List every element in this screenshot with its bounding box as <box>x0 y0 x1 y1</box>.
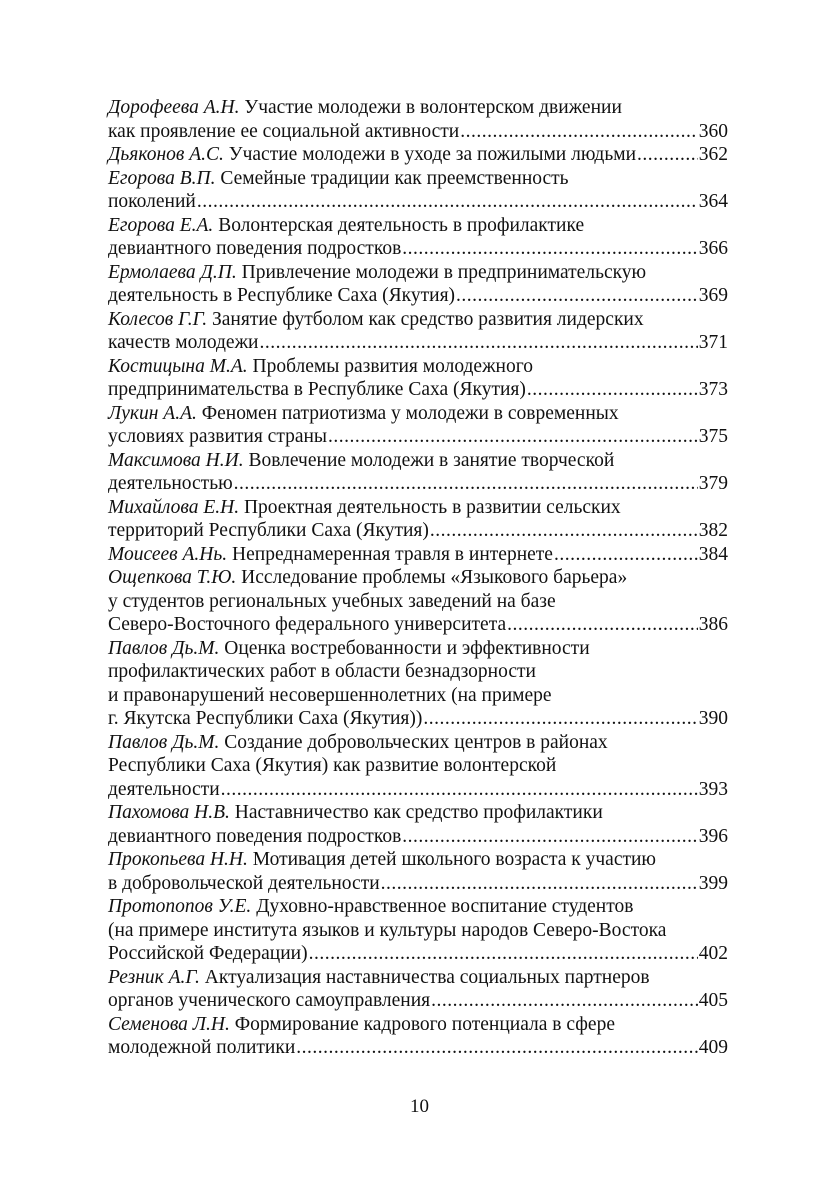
toc-entry-last-line <box>108 543 728 567</box>
toc-entry-text <box>108 237 401 261</box>
toc-entry-line <box>108 449 728 473</box>
toc-author: Дорофеева А.Н. <box>108 97 240 118</box>
toc-title-line: девиантного поведения подростков <box>108 825 402 847</box>
page-number: 10 <box>410 1096 429 1117</box>
toc-author: Колесов Г.Г. <box>108 308 208 330</box>
toc-entry-line <box>108 637 728 661</box>
toc-page-number: 390 <box>698 708 728 729</box>
toc-title-line: Создание добровольческих центров в районах <box>224 731 608 753</box>
toc-entry-text <box>108 472 233 496</box>
toc-entry-last-line <box>108 942 728 966</box>
toc-entry-text <box>108 567 627 588</box>
toc-entry-line <box>108 754 728 778</box>
dot-leader <box>328 425 698 449</box>
toc-entry-text <box>108 120 459 144</box>
toc-entry-text <box>108 403 619 424</box>
toc-page-number: 399 <box>698 872 728 894</box>
toc-title-line: Духовно-нравственное воспитание студентов <box>256 896 634 917</box>
toc-title-line: г. Якутска Республики Саха (Якутия)) <box>108 708 423 729</box>
toc-entry-last-line <box>108 143 728 167</box>
toc-entry-text <box>108 942 308 966</box>
toc-author: Резник А.Г. <box>108 966 200 988</box>
toc-title-line: Актуализация наставничества социальных партнеров <box>204 966 650 988</box>
toc-page-number: 373 <box>698 379 728 400</box>
toc-title-line: качеств молодежи <box>108 332 259 353</box>
dot-leader <box>430 519 698 543</box>
toc-entry <box>108 167 728 214</box>
toc-author: Егорова В.П. <box>108 167 216 189</box>
toc-title-line: молодежной политики <box>108 1037 296 1058</box>
toc-title-line: как проявление ее социальной активности <box>108 120 460 142</box>
toc-entry <box>108 355 728 402</box>
toc-author: Максимова Н.И. <box>108 449 244 471</box>
toc-author: Ощепкова Т.Ю. <box>108 567 237 588</box>
toc-title-line: территорий Республики Саха (Якутия) <box>108 520 429 541</box>
toc-author: Ермолаева Д.П. <box>108 261 237 283</box>
toc-page-number: 362 <box>698 144 728 165</box>
toc-entry-text <box>108 215 584 236</box>
toc-author: Костицына М.А. <box>108 355 248 377</box>
toc-page-number: 369 <box>698 285 728 306</box>
toc-page-number: 409 <box>698 1037 728 1058</box>
toc-entry-text <box>108 519 429 543</box>
toc-author: Егорова Е.А. <box>108 214 214 236</box>
toc-title-line: условиях развития страны <box>108 426 328 447</box>
toc-title-line: Занятие футболом как средство развития лидерских <box>212 308 644 330</box>
toc-entry-text <box>108 802 603 823</box>
toc-entry-last-line <box>108 825 728 849</box>
toc-entry-text <box>108 591 556 612</box>
toc-title-line: Непреднамеренная травля в интернете <box>232 543 553 565</box>
toc-entry-line <box>108 1013 728 1037</box>
toc-title-line: Семейные традиции как преемственность <box>220 167 569 189</box>
toc-entry-text <box>108 378 526 402</box>
toc-entry-text <box>108 896 633 917</box>
toc-entry-text <box>108 262 646 283</box>
toc-entry-line <box>108 919 728 943</box>
toc-title-line: Участие молодежи в волонтерском движении <box>244 97 622 118</box>
toc-entry-line <box>108 167 728 191</box>
dot-leader <box>309 942 698 966</box>
toc-entry <box>108 543 728 567</box>
toc-entry <box>108 848 728 895</box>
dot-leader <box>554 543 698 567</box>
toc-page-number: 405 <box>698 990 728 1011</box>
toc-entry-last-line <box>108 519 728 543</box>
toc-entry-text <box>108 872 380 896</box>
toc-title-line: (на примере института языков и культуры народов Северо-Востока <box>108 919 667 941</box>
toc-title-line: Российской Федерации) <box>108 943 308 964</box>
toc-title-line: Феномен патриотизма у молодежи в современных <box>201 402 619 424</box>
toc-title-line: в добровольческой деятельности <box>108 872 380 894</box>
toc-entry-text <box>108 190 196 214</box>
table-of-contents <box>108 96 728 1060</box>
toc-entry-text <box>108 497 621 518</box>
dot-leader <box>260 331 698 355</box>
toc-entry-text <box>108 331 259 355</box>
toc-entry-text <box>108 989 430 1013</box>
toc-entry-text <box>108 755 556 776</box>
toc-title-line: Формирование кадрового потенциала в сфере <box>234 1013 615 1035</box>
toc-title-line: профилактических работ в области безнадзорности <box>108 661 536 682</box>
toc-entry <box>108 449 728 496</box>
toc-title-line: Волонтерская деятельность в профилактике <box>218 214 585 236</box>
toc-entry-text <box>108 168 569 189</box>
toc-entry-text <box>108 425 327 449</box>
toc-entry <box>108 966 728 1013</box>
toc-title-line: поколений <box>108 191 196 212</box>
toc-title-line: деятельностью <box>108 473 233 494</box>
toc-author: Семенова Л.Н. <box>108 1013 230 1035</box>
toc-page-number: 364 <box>698 191 728 212</box>
toc-entry-line <box>108 966 728 990</box>
toc-page-number: 382 <box>698 520 728 541</box>
toc-entry-text <box>108 613 506 637</box>
toc-entry-last-line <box>108 872 728 896</box>
toc-entry-line <box>108 96 728 120</box>
toc-entry <box>108 895 728 966</box>
toc-page-number: 375 <box>698 426 728 447</box>
toc-entry-text <box>108 1014 615 1035</box>
toc-entry-last-line <box>108 284 728 308</box>
toc-author: Павлов Дь.М. <box>108 637 220 659</box>
toc-entry-line <box>108 355 728 379</box>
toc-entry-line <box>108 801 728 825</box>
toc-page-number: 366 <box>698 238 728 259</box>
dot-leader <box>456 284 698 308</box>
toc-author: Прокопьева Н.Н. <box>108 849 248 870</box>
toc-entry-text <box>108 638 590 659</box>
toc-entry-last-line <box>108 1036 728 1060</box>
toc-entry-text <box>108 707 422 731</box>
toc-title-line: у студентов региональных учебных заведений на базе <box>108 590 556 612</box>
toc-entry <box>108 566 728 637</box>
toc-entry-text <box>108 920 666 941</box>
toc-entry-text <box>108 309 644 330</box>
toc-entry-last-line <box>108 425 728 449</box>
toc-entry <box>108 261 728 308</box>
toc-entry-last-line <box>108 707 728 731</box>
toc-author: Павлов Дь.М. <box>108 731 220 753</box>
toc-entry-last-line <box>108 237 728 261</box>
toc-title-line: девиантного поведения подростков <box>108 238 402 259</box>
toc-entry <box>108 801 728 848</box>
dot-leader <box>221 778 698 802</box>
toc-title-line: органов ученического самоуправления <box>108 990 431 1011</box>
toc-title-line: Республики Саха (Якутия) как развитие волонтерской <box>108 755 557 776</box>
dot-leader <box>402 237 697 261</box>
toc-page-number: 384 <box>698 543 728 565</box>
dot-leader <box>197 190 698 214</box>
dot-leader <box>402 825 697 849</box>
toc-entry-text <box>108 825 401 849</box>
toc-title-line: деятельности <box>108 778 220 800</box>
toc-entry <box>108 143 728 167</box>
toc-page-number: 393 <box>698 778 728 800</box>
toc-page-number: 360 <box>698 120 728 142</box>
toc-title-line: Северо-Восточного федерального университета <box>108 614 507 635</box>
toc-entry <box>108 731 728 802</box>
toc-page-number: 371 <box>698 332 728 353</box>
toc-entry-last-line <box>108 778 728 802</box>
toc-entry-line <box>108 214 728 238</box>
toc-entry <box>108 402 728 449</box>
toc-entry-line <box>108 848 728 872</box>
toc-entry <box>108 308 728 355</box>
toc-entry-text <box>108 732 608 753</box>
toc-entry-line <box>108 402 728 426</box>
toc-title-line: Исследование проблемы «Языкового барьера» <box>241 567 628 588</box>
toc-entry-line <box>108 308 728 332</box>
toc-entry-line <box>108 590 728 614</box>
dot-leader <box>296 1036 697 1060</box>
toc-entry-last-line <box>108 331 728 355</box>
toc-entry-text <box>108 97 622 118</box>
dot-leader <box>381 872 698 896</box>
toc-entry-text <box>108 967 650 988</box>
toc-entry-line <box>108 731 728 755</box>
toc-entry-last-line <box>108 472 728 496</box>
dot-leader <box>423 707 697 731</box>
dot-leader <box>527 378 698 402</box>
toc-author: Михайлова Е.Н. <box>108 496 240 518</box>
toc-entry-text <box>108 143 636 167</box>
toc-author: Протопопов У.Е. <box>108 896 252 917</box>
toc-entry-text <box>108 543 553 567</box>
toc-entry-last-line <box>108 613 728 637</box>
toc-title-line: Оценка востребованности и эффективности <box>224 637 590 659</box>
toc-author: Лукин А.А. <box>108 402 197 424</box>
toc-entry-text <box>108 849 656 870</box>
toc-page-number: 396 <box>698 825 728 847</box>
toc-entry-line <box>108 895 728 919</box>
dot-leader <box>234 472 698 496</box>
toc-title-line: и правонарушений несовершеннолетних (на примере <box>108 684 552 706</box>
toc-title-line: Проектная деятельность в развитии сельских <box>243 496 621 518</box>
toc-entry <box>108 637 728 731</box>
toc-entry-line <box>108 566 728 590</box>
toc-title-line: Проблемы развития молодежного <box>252 355 534 377</box>
toc-entry <box>108 214 728 261</box>
dot-leader <box>637 143 698 167</box>
toc-entry-text <box>108 778 220 802</box>
toc-entry-line <box>108 660 728 684</box>
dot-leader <box>507 613 698 637</box>
toc-entry-last-line <box>108 378 728 402</box>
toc-entry-line <box>108 496 728 520</box>
toc-title-line: Мотивация детей школьного возраста к участию <box>252 849 656 870</box>
toc-entry-last-line <box>108 989 728 1013</box>
toc-entry <box>108 96 728 143</box>
toc-entry-text <box>108 450 614 471</box>
toc-entry-line <box>108 261 728 285</box>
toc-title-line: Привлечение молодежи в предпринимательскую <box>241 261 647 283</box>
toc-page-number: 386 <box>698 614 728 635</box>
toc-entry <box>108 1013 728 1060</box>
toc-entry-text <box>108 1036 295 1060</box>
toc-title-line: Наставничество как средство профилактики <box>234 802 603 823</box>
dot-leader <box>460 120 698 144</box>
toc-entry-text <box>108 284 455 308</box>
toc-entry-text <box>108 356 533 377</box>
toc-page-number: 402 <box>698 943 728 964</box>
toc-author: Моисеев А.Нь. <box>108 543 228 565</box>
dot-leader <box>431 989 698 1013</box>
toc-author: Пахомова Н.В. <box>108 802 230 823</box>
toc-title-line: предпринимательства в Республике Саха (Якутия) <box>108 379 526 400</box>
toc-entry-last-line <box>108 190 728 214</box>
toc-page-number: 379 <box>698 473 728 494</box>
toc-title-line: деятельность в Республике Саха (Якутия) <box>108 285 456 306</box>
toc-title-line: Вовлечение молодежи в занятие творческой <box>248 449 615 471</box>
toc-entry-line <box>108 684 728 708</box>
toc-entry <box>108 496 728 543</box>
toc-title-line: Участие молодежи в уходе за пожилыми людьми <box>228 144 637 165</box>
toc-entry-last-line <box>108 120 728 144</box>
toc-author: Дьяконов А.С. <box>108 144 224 165</box>
toc-entry-text <box>108 685 552 706</box>
toc-entry-text <box>108 661 536 682</box>
